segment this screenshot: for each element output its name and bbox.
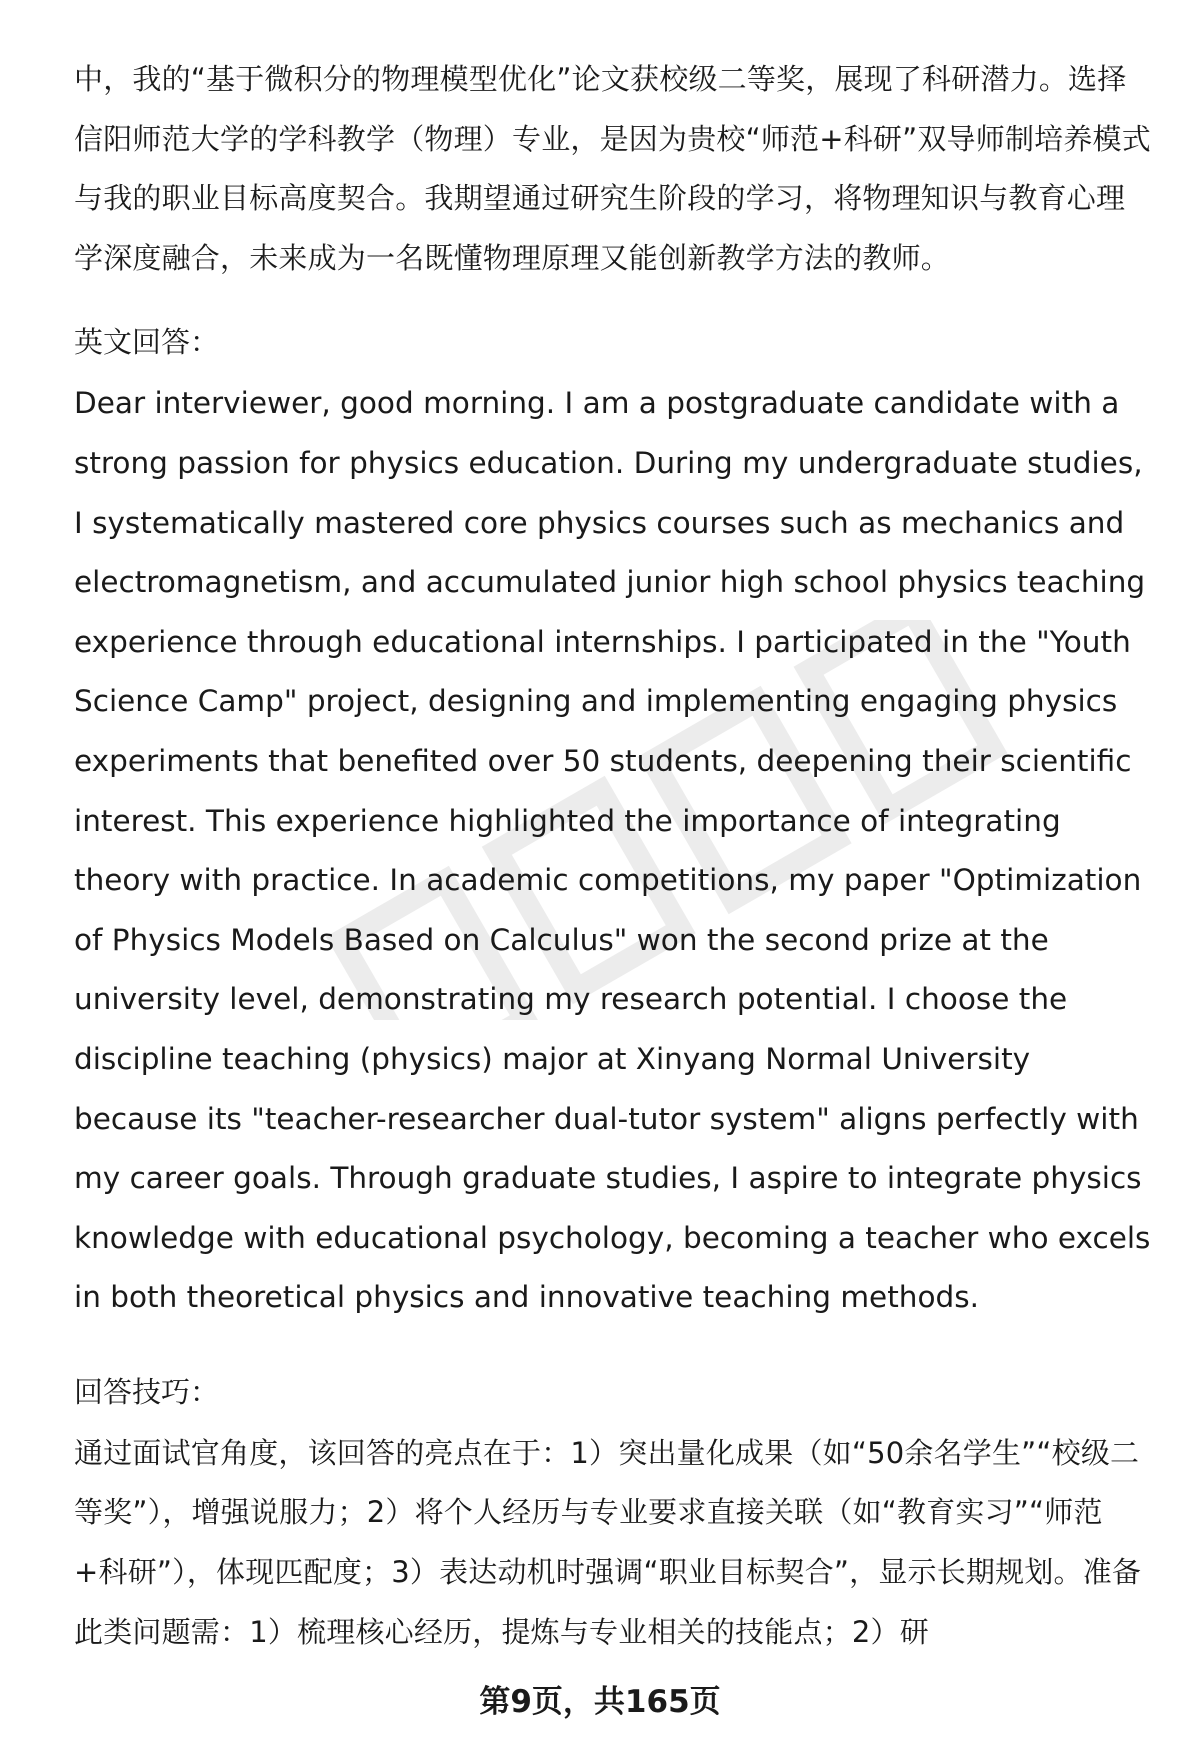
tips-paragraph: 通过面试官角度，该回答的亮点在于：1）突出量化成果（如“50余名学生”“校级二等奖”），增强说服力；2）将个人经历与专业要求直接关联（如“教育实习”“师范+科研”），体现匹配度；3）表达动机时强调“职业目标契合”，显示长期规划。准备此类问题需：1）梳理核心经历，提炼与专业相关的技能点；2）研 — [74, 1435, 1142, 1649]
english-answer-paragraph: Dear interviewer, good morning. I am a postgraduate candidate with a strong passion for physics education. During my undergraduate studies, I systematically mastered core physics courses such as mechanics and electromagnetism, and accumulated junior high school physics teaching experience through educational internships. I participated in the "Youth Science Camp" project, designing and implementing engaging physics experiments that benefited over 50 students, deepening their scientific interest. This experience highlighted the importance of integrating theory with practice. In academic competitions, my paper "Optimization of Physics Models Based on Calculus" won the second prize at the university level, demonstrating my research potential. I choose the discipline teaching (physics) major at Xinyang Normal University because its "teacher-researcher dual-tutor system" aligns perfectly with my career goals. Through graduate studies, I aspire to integrate physics knowledge with educational psychology, becoming a teacher who excels in both theoretical physics and innovative teaching methods. — [74, 386, 1151, 1315]
chinese-answer-paragraph: 中，我的“基于微积分的物理模型优化”论文获校级二等奖，展现了科研潜力。选择信阳师范大学的学科教学（物理）专业，是因为贵校“师范+科研”双导师制培养模式与我的职业目标高度契合。我期望通过研究生阶段的学习，将物理知识与教育心理学深度融合，未来成为一名既懂物理原理又能创新教学方法的教师。 — [74, 62, 1151, 275]
page-number-footer: 第9页，共165页 — [479, 1684, 721, 1720]
document-body — [74, 50, 1154, 1662]
tips-heading: 回答技巧： — [74, 1374, 220, 1409]
english-answer-heading: 英文回答： — [74, 325, 220, 360]
